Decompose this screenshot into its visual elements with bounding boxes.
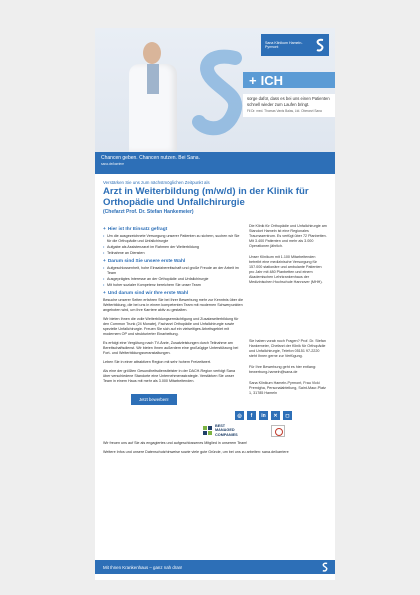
offer-paragraph: Besuche unserer Seiten erfahren Sie bei Ihrer Bewerbung mehr zur Kenntnis über die Weiterbildung, die bei uns in einem kompetenten Team mit modernen Schwerpunkten angeboten wird, um Ihre Karriere aktiv zu gestalten. [103,298,244,312]
instagram-icon[interactable]: ◻ [283,411,292,420]
best-managed-icon [203,426,213,436]
certificate-icon [271,425,285,437]
closing-paragraph: Wir freuen uns auf Sie als engagiertes und aufgeschlossenes Mitglied in unserem Team! [103,441,248,446]
hero-quote-box [243,94,335,117]
plus-icon: + [249,72,257,88]
plus-icon: + [103,227,106,232]
hero-quote: sorge dafür, dass es bei uns einen Patienten schnell wieder zum Laufen bringt. [247,96,330,107]
clinic-about-2: Unser Klinikum mit 1.100 Mitarbeitenden betreibt eine medizinische Versorgung für 157.000 stationäre und ambulante Patienten pro Jahr mit 480 Planbetten und einem Akademischen Lehrkrankenhaus der Medizinischen Hochschule Hannover (MHH). [249,255,323,284]
doctor-photo [123,36,183,152]
award-logos [203,424,327,437]
sana-logo-icon [315,38,325,52]
slogan: Chancen geben. Chancen nutzen. Bei Sana. [101,155,200,161]
ad-content [95,174,335,411]
list-item: • Ausgeprägtes Interesse an der Orthopädie und Unfallchirurgie [103,277,243,282]
best-managed-badge: BEST MANAGED COMPANIES [203,424,238,437]
ich-banner [243,72,335,88]
brand-box [261,34,329,56]
plus-icon: + [103,259,106,264]
contact-info: Sie haben vorab noch Fragen? Prof. Dr. Stefan Hankemeier, Chefarzt der Klinik für Orthopädie und Unfallchirurgie, Telefon 05151 97-2220 steht Ihnen gerne zur Verfügung. [249,339,326,358]
content-columns [103,224,327,411]
main-column [103,224,243,411]
section-title-profile: + Darum sind Sie unsere erste Wahl [103,259,186,264]
hero-image [95,28,335,152]
sana-logo-icon [321,562,329,572]
section-title-tasks: + Hier ist Ihr Einsatz gefragt [103,227,168,232]
list-item: • Teilnahme an Diensten [103,251,243,256]
facebook-icon[interactable]: f [247,411,256,420]
slogan-bar [95,152,335,174]
linkedin-icon[interactable]: in [259,411,268,420]
list-item: • Um die ausgezeichnete Versorgung unserer Patienten zu sichern, suchen wir Sie für die Orthopädie und Unfallchirurgie [103,234,243,244]
list-item: • Aufgeschlossenheit, hohe Einsatzbereitschaft und große Freude an der Arbeit im Team [103,266,243,276]
www-icon[interactable]: ◎ [235,411,244,420]
plus-icon: + [103,291,106,296]
tasks-list [103,234,243,256]
list-item: • Aufgabe als Assistenzarzt im Rahmen der Weiterbildung [103,245,243,250]
apply-now-button[interactable]: Jetzt bewerben! [131,394,177,405]
profile-list [103,266,243,288]
footer-slogan: Mit Ihnen Krankenhaus – ganz nah dran! [103,564,183,570]
job-subtitle: (Chefarzt Prof. Dr. Stefan Hankemeier) [103,209,194,215]
sana-logo-large-icon [191,44,251,140]
offer-paragraph: Leben Sie in einer attraktiven Region mit sehr hohem Freizeitwert. [103,360,212,364]
clinic-about: Die Klinik für Orthopädie und Unfallchirurgie am Standort Hameln ist eine Regionales Traumazentrum. Es verfügt über 72 Planbetten. Mit 3.400 Patienten und mehr als 3.000 Operationen jährlich. [249,224,327,248]
job-ad-page [95,28,335,580]
slogan-url[interactable]: sana.de/karriere [101,162,125,166]
closing-text [95,424,335,455]
list-item: • Mit hoher sozialer Kompetenz bereichern Sie unser Team [103,283,243,288]
xing-icon[interactable]: ✕ [271,411,280,420]
apply-info[interactable]: Für Ihre Bewerbung geht es hier entlang: bewerbung-hameln@sana.de [249,365,317,374]
side-column [249,224,327,411]
ich-word: ICH [260,72,283,88]
job-eyebrow: Verstärken Sie uns zum nächstmöglichen Zeitpunkt als [103,180,210,185]
brand-name: Sana Klinikum Hameln-Pyrmont [265,40,303,49]
footer-bar [95,560,335,574]
closing-paragraph: Weitere Infos und unsere Datenschutzhinweise sowie viele gute Gründe, um bei uns zu arbeiten: sana.de/karriere [103,450,289,455]
social-icons [235,411,335,420]
offer-paragraph: Als eine der größten Gesundheitsdienstleister in der DACH-Region verfolgt Sana über verschiedene Standorte eine Unternehmensstrategie. Verstärken Sie unser Team in einem Haus mit mehr als 3.000 Mitarbeitenden. [103,369,235,383]
offer-paragraph: Wir bieten Ihnen die volle Weiterbildungsermächtigung und Zusatzweiterbildung für den Common Trunk (24 Monate), Facharzt Orthopädie und Unfallchirurgie sowie spezielle Unfallchirurgie. Freuen Sie sich auf ein vielseitiges Arbeitsgebiet mit modernem OP und strukturierter Einarbeitung. [103,317,239,336]
hero-quote-author: Fil Dr. med. Thomas Vanis Balas, Ltd. Oberarzt Sana [247,109,322,114]
section-title-offer: + Und darum sind wir Ihre erste Wahl [103,291,189,296]
offer-paragraph: Es erfolgt eine Vergütung nach TV-Ärzte, Zusatzleistungen durch Teilnahme am Bereitschaftsdienst. Wir bieten Ihnen außerdem eine großzügige Unterstützung bei Fort- und Weiterbildungsveranstaltungen. [103,341,239,355]
postal-address: Sana Klinikum Hameln-Pyrmont, Frau Vicki Premigha, Personalabteilung, Saint-Maur-Platz 1, 31785 Hameln [249,381,326,395]
job-title: Arzt in Weiterbildung (m/w/d) in der Klinik für Orthopädie und Unfallchirurgie [103,186,309,208]
